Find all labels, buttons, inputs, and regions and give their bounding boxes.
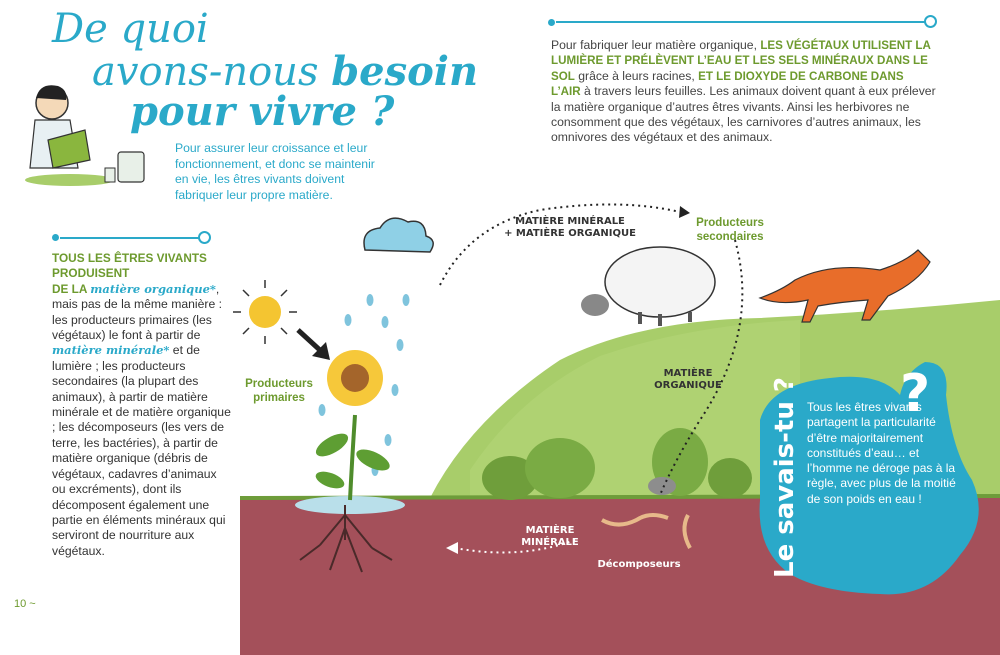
left-text-2: et de lumière ; les producteurs secondaires (la plupart des animaux), à partir de matière minérale et de matière organique ; les décomposeurs (les vers de terre, les bactéries), à partir de matière organique (débris de végétaux, cadavres d’animaux ou excréments), dont ils décomposent également une partie en éléments minéraux qui serviront de nourriture aux végétaux.: [52, 343, 231, 558]
deco-ring-left: [198, 231, 211, 244]
question-mark-icon: ?: [900, 364, 931, 424]
page-title-line-3: pour vivre ?: [130, 88, 395, 135]
right-text-1: Pour fabriquer leur matière organique,: [551, 38, 761, 52]
right-text-highlight-2: ET LE DIOXYDE DE CARBONE DANS L’AIR: [551, 69, 904, 99]
right-text-3: à travers leurs feuilles. Les animaux doivent quant à eux prélever la matière organique d’autres êtres vivants. Ainsi les herbivores ne consomment que des végétaux, les carnivores d’autres animaux, les omnivores des végétaux et des animaux.: [551, 84, 936, 145]
savais-tu-title: Le savais-tu ?: [770, 376, 800, 578]
right-text-highlight-1: LES VÉGÉTAUX UTILISENT LA LUMIÈRE ET PRÉLÈVENT L’EAU ET LES SELS MINÉRAUX DANS LE SOL: [551, 39, 931, 83]
right-text-2: grâce à leurs racines,: [574, 68, 699, 83]
left-text-highlight: matière minérale*: [52, 343, 170, 358]
intro-paragraph: Pour assurer leur croissance et leur fonctionnement, et donc se maintenir en vie, les êtres vivants doivent fabriquer leur propre matière.: [175, 141, 375, 202]
deco-dot: [548, 19, 555, 26]
page-title-line-1: De quoi: [52, 6, 209, 52]
left-heading: TOUS LES ÊTRES VIVANTS PRODUISENT: [52, 251, 207, 281]
left-text-1: , mais pas de la même manière : les producteurs primaires (les végétaux) le font à partir de: [52, 281, 223, 343]
right-paragraph: [551, 38, 936, 146]
savais-tu-text: Tous les êtres vivants partagent la particularité d’être majoritairement constitués d’eau… et l’homme ne déroge pas à la règle, avec plus de la moitié de son poids en eau !: [807, 400, 956, 506]
deco-line: [556, 21, 926, 23]
label-mineral-organic: MATIÈRE MINÉRALE + MATIÈRE ORGANIQUE: [504, 216, 636, 239]
deco-line-left: [60, 237, 200, 239]
page-title-line-2-b: besoin: [331, 48, 479, 95]
label-producteurs-primaires: Producteurs primaires: [245, 378, 313, 404]
deco-dot-left: [52, 234, 59, 241]
label-producteurs-secondaires: Producteurs secondaires: [696, 217, 764, 243]
label-matiere-organique: MATIÈRE ORGANIQUE: [654, 368, 722, 391]
left-column-text: [52, 251, 232, 559]
page-title-line-2-a: avons-nous: [92, 49, 332, 95]
label-matiere-minerale: MATIÈRE MINÉRALE: [521, 525, 579, 548]
deco-ring: [924, 15, 937, 28]
page-number: 10 ~: [14, 598, 36, 610]
left-heading-b: DE LA: [52, 281, 91, 296]
label-decomposeurs: Décomposeurs: [597, 559, 681, 570]
left-heading-highlight: matière organique*: [90, 281, 216, 296]
